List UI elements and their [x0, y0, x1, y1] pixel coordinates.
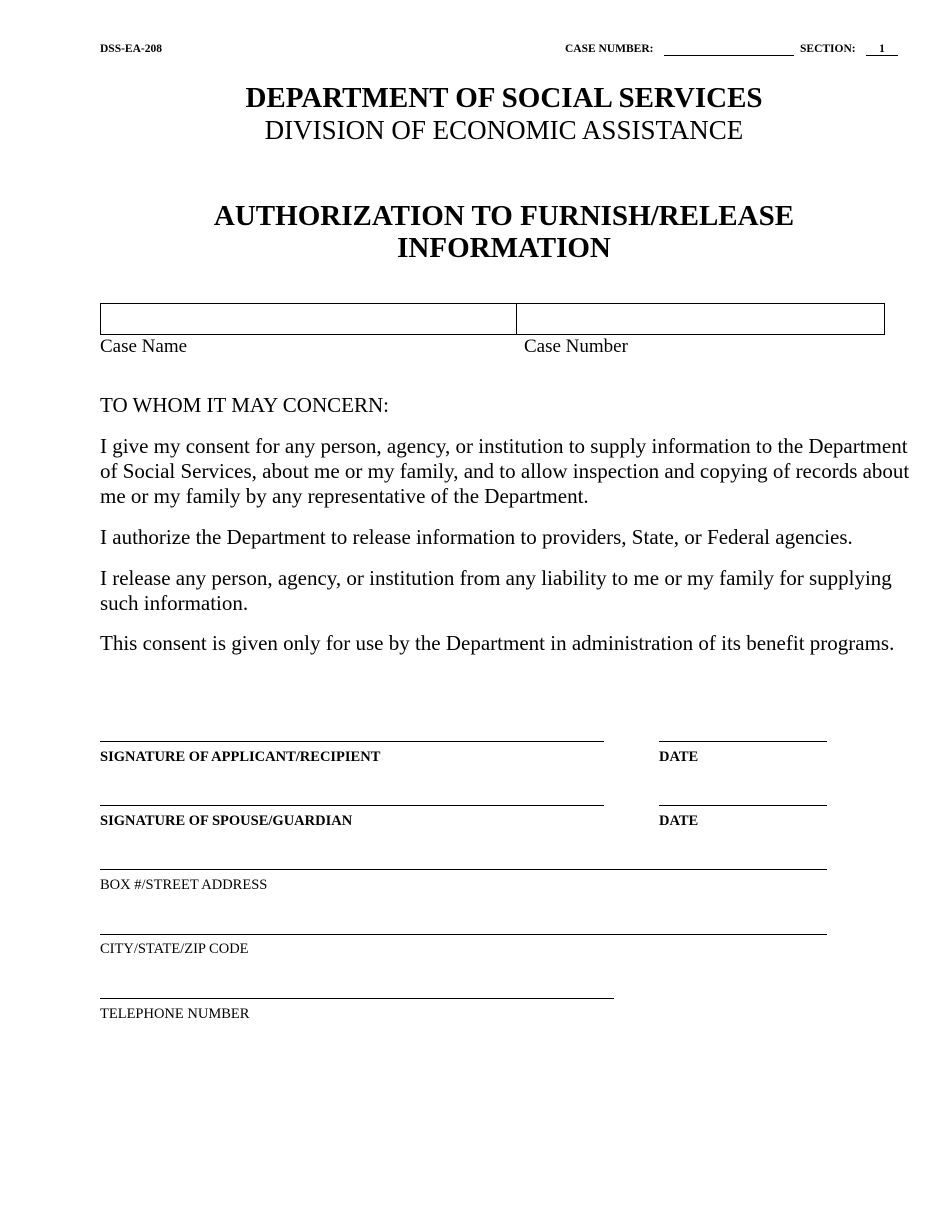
spouse-signature-label: SIGNATURE OF SPOUSE/GUARDIAN [100, 813, 353, 829]
form-title-line1: AUTHORIZATION TO FURNISH/RELEASE [213, 200, 795, 232]
department-title: DEPARTMENT OF SOCIAL SERVICES [245, 82, 763, 114]
telephone-label: TELEPHONE NUMBER [100, 1006, 250, 1022]
section-header-underline [866, 55, 898, 56]
case-name-field[interactable] [100, 303, 517, 335]
release-paragraph: I release any person, agency, or institution from any liability to me or my family for supplying such information. [100, 566, 892, 615]
case-number-label: Case Number [524, 336, 628, 357]
case-name-label: Case Name [100, 336, 188, 357]
form-id: DSS-EA-208 [100, 43, 162, 55]
case-number-field[interactable] [516, 303, 885, 335]
city-state-zip-line[interactable] [100, 934, 827, 935]
street-address-label: BOX #/STREET ADDRESS [100, 877, 268, 893]
spouse-date-line[interactable] [659, 805, 827, 806]
spouse-signature-line[interactable] [100, 805, 604, 806]
telephone-line[interactable] [100, 998, 614, 999]
applicant-date-line[interactable] [659, 741, 827, 742]
section-header-label: SECTION: [800, 43, 856, 55]
applicant-signature-line[interactable] [100, 741, 604, 742]
use-paragraph: This consent is given only for use by the Department in administration of its benefit programs. [100, 631, 895, 655]
applicant-date-label: DATE [659, 749, 699, 765]
case-number-header-label: CASE NUMBER: [565, 43, 654, 55]
spouse-date-label: DATE [659, 813, 699, 829]
city-state-zip-label: CITY/STATE/ZIP CODE [100, 941, 249, 957]
salutation: TO WHOM IT MAY CONCERN: [100, 393, 389, 417]
case-number-header-field[interactable] [664, 55, 794, 56]
form-title-line2: INFORMATION [397, 232, 611, 264]
street-address-line[interactable] [100, 869, 827, 870]
division-title: DIVISION OF ECONOMIC ASSISTANCE [264, 115, 744, 145]
consent-paragraph: I give my consent for any person, agency, or institution to supply information to the Department of Social Services, about me or my family, and to allow inspection and copying of records about me or my family by any representative of the Department. [100, 434, 910, 508]
applicant-signature-label: SIGNATURE OF APPLICANT/RECIPIENT [100, 749, 381, 765]
authorize-paragraph: I authorize the Department to release information to providers, State, or Federal agencies. [100, 525, 853, 549]
section-header-value: 1 [879, 43, 885, 55]
